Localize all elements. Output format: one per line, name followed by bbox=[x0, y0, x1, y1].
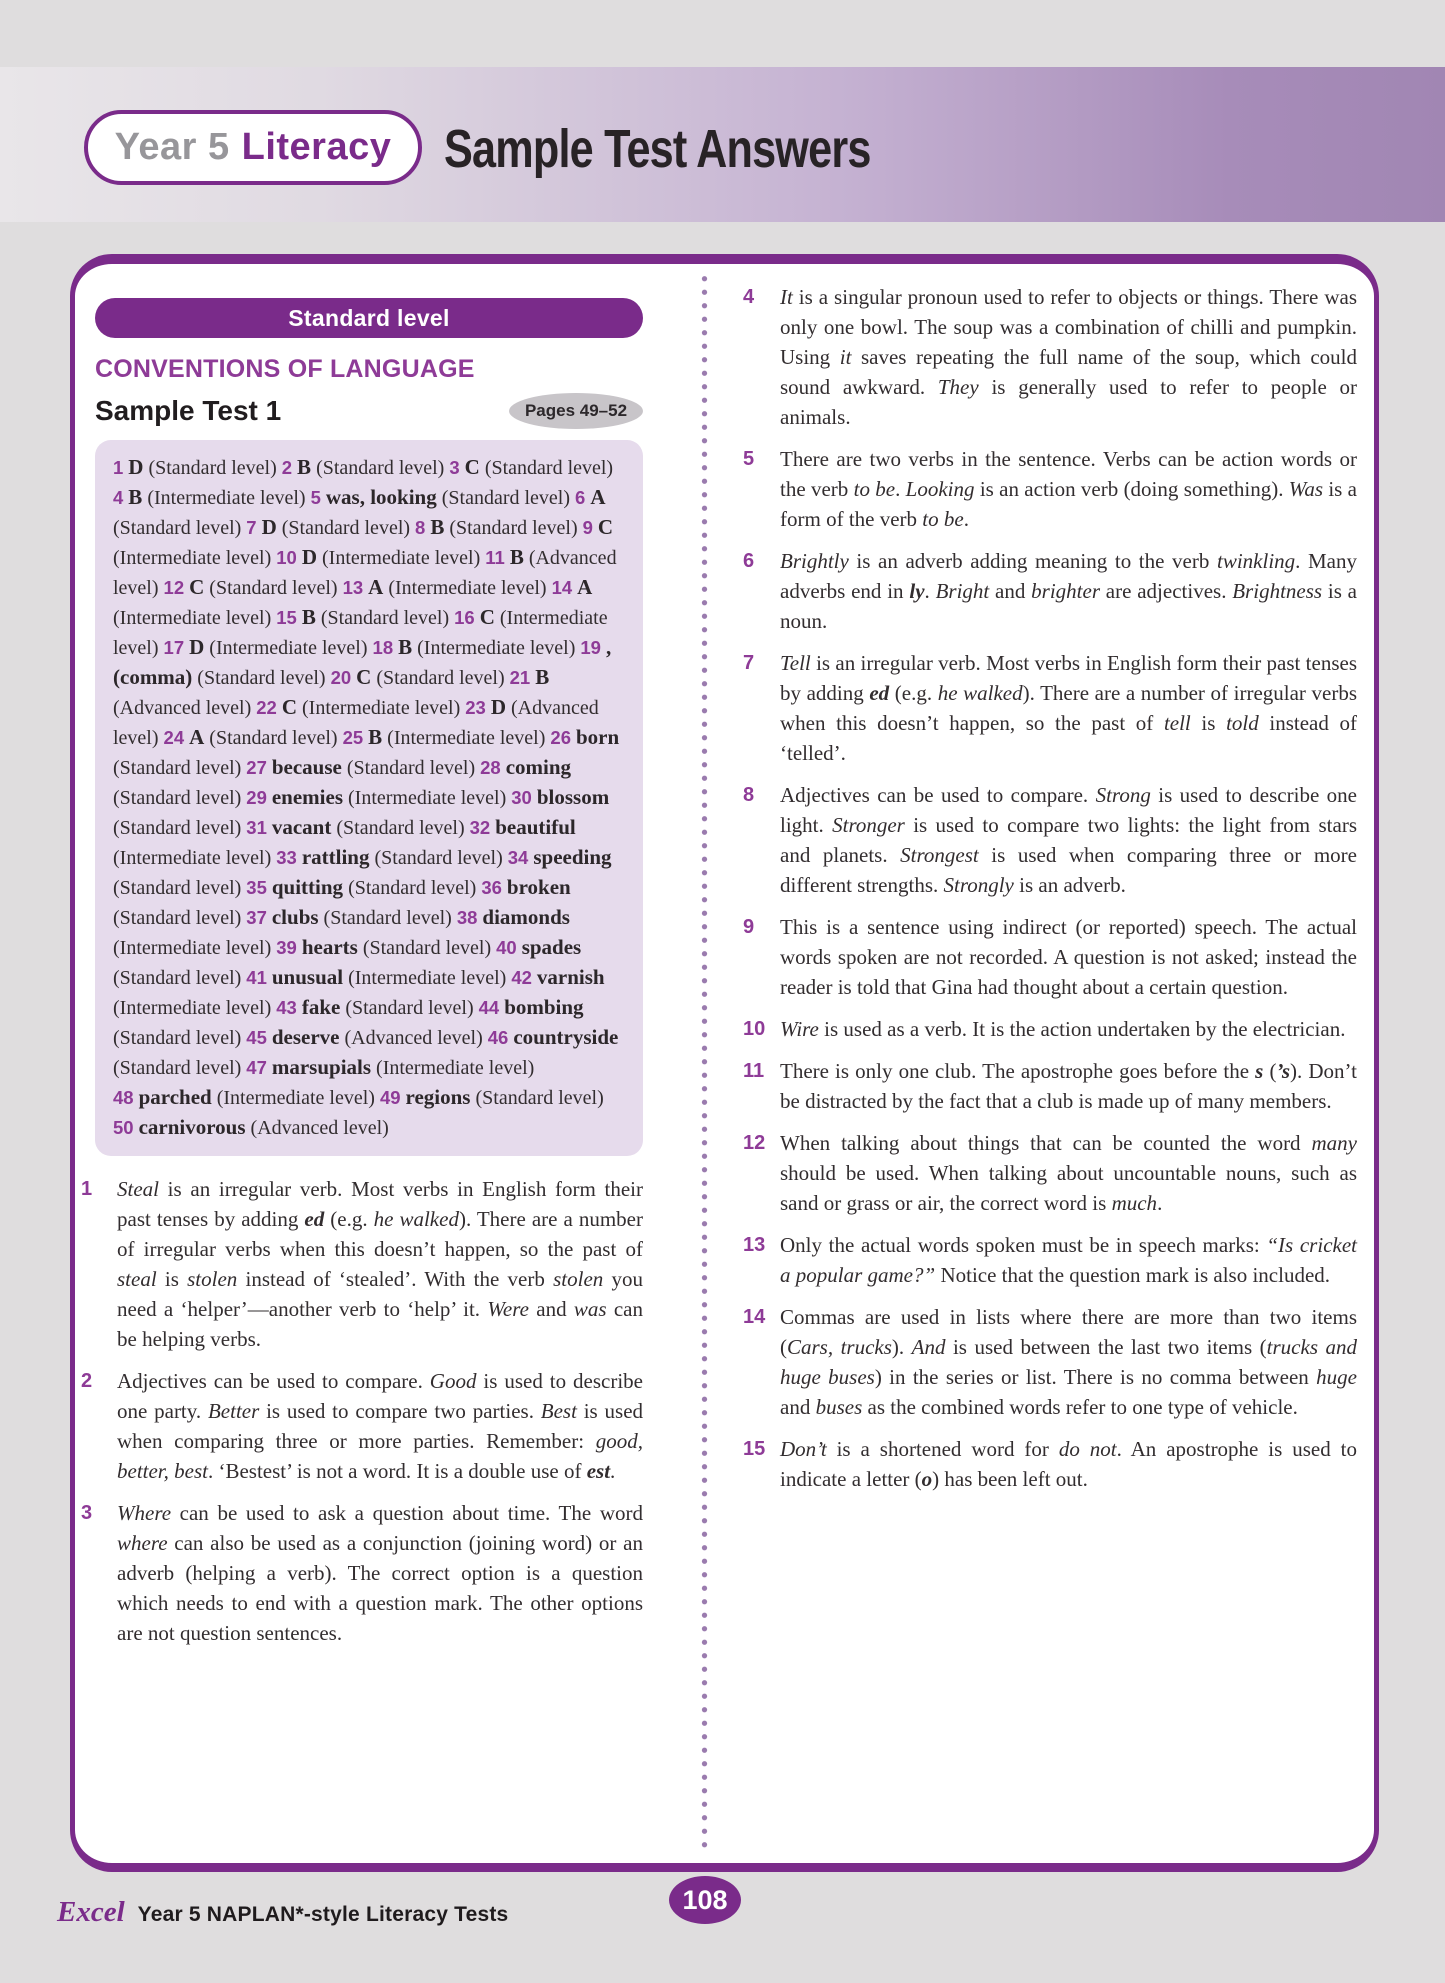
answer-level: (Intermediate level) bbox=[388, 577, 547, 599]
answer-value: B bbox=[301, 605, 316, 629]
answer-entry bbox=[246, 1057, 534, 1079]
answer-number: 27 bbox=[246, 757, 267, 778]
answer-number: 18 bbox=[372, 637, 394, 658]
answer-number: 4 bbox=[113, 487, 124, 508]
answer-value: D bbox=[490, 695, 507, 719]
explanation-text: Only the actual words spoken must be in speech marks: “Is cricket a popular game?” Notice that the question mark is also included. bbox=[780, 1233, 1357, 1287]
footer-brand: Excel bbox=[57, 1896, 125, 1928]
answer-number: 13 bbox=[342, 577, 364, 598]
series-badge-year: Year 5 bbox=[114, 126, 230, 168]
explanation-item bbox=[743, 912, 1357, 1002]
explanation-number: 4 bbox=[743, 286, 755, 308]
answer-number: 43 bbox=[276, 997, 297, 1018]
answer-entry bbox=[311, 487, 570, 509]
answer-level: (Standard level) bbox=[475, 1087, 604, 1109]
answer-value: D bbox=[189, 635, 205, 659]
answer-value: B bbox=[398, 635, 413, 659]
answer-level: (Standard level) bbox=[113, 1057, 242, 1079]
answer-value: B bbox=[368, 725, 383, 749]
answer-value: coming bbox=[505, 755, 572, 779]
answer-level: (Standard level) bbox=[113, 787, 242, 809]
answer-level: (Standard level) bbox=[484, 457, 614, 479]
answer-level: (Standard level) bbox=[336, 817, 465, 839]
answer-number: 19 bbox=[580, 637, 601, 658]
answer-key-box bbox=[95, 440, 643, 1156]
explanation-number: 5 bbox=[743, 448, 755, 470]
answer-number: 8 bbox=[415, 517, 426, 538]
answer-entry bbox=[113, 487, 306, 509]
explanation-number: 12 bbox=[743, 1132, 766, 1154]
answer-level: (Standard level) bbox=[346, 757, 476, 779]
answer-entry bbox=[276, 607, 449, 629]
content-box bbox=[70, 254, 1379, 1872]
answer-level: (Standard level) bbox=[197, 667, 326, 689]
explanation-item bbox=[743, 1302, 1357, 1422]
answer-entry bbox=[246, 757, 475, 779]
answer-value: C bbox=[597, 515, 614, 539]
answer-number: 5 bbox=[310, 487, 321, 508]
answer-number: 26 bbox=[550, 727, 571, 748]
footer-title: Year 5 NAPLAN*-style Literacy Tests bbox=[137, 1903, 509, 1926]
answer-value: countryside bbox=[513, 1025, 619, 1049]
explanation-number: 13 bbox=[743, 1234, 766, 1256]
explanation-text: Adjectives can be used to compare. Good is used to describe one party. Better is used to compare two parties. Best is used when comparing three or more parties. Remember: good, better, best. ‘Bestest’ is not a word. It is a double use of est. bbox=[117, 1369, 644, 1483]
answer-value: born bbox=[575, 725, 620, 749]
explanation-item bbox=[743, 1128, 1357, 1218]
answer-level: (Intermediate level) bbox=[376, 1057, 535, 1079]
test-title: Sample Test 1 bbox=[95, 395, 282, 426]
answer-value: B bbox=[509, 545, 524, 569]
left-column bbox=[81, 298, 644, 1648]
answer-level: (Intermediate level) bbox=[113, 997, 272, 1019]
answer-level: (Advanced level) bbox=[344, 1027, 483, 1049]
answer-entry bbox=[343, 727, 546, 749]
answer-number: 39 bbox=[276, 937, 297, 958]
answer-level: (Standard level) bbox=[113, 967, 242, 989]
answer-number: 20 bbox=[330, 667, 352, 688]
answer-level: (Standard level) bbox=[348, 877, 477, 899]
answer-level: (Standard level) bbox=[374, 847, 503, 869]
answer-number: 15 bbox=[276, 607, 297, 628]
answer-level: (Intermediate level) bbox=[216, 1087, 375, 1109]
level-banner: Standard level bbox=[95, 298, 643, 338]
explanation-item bbox=[743, 546, 1357, 636]
answer-level: (Standard level) bbox=[449, 517, 578, 539]
answer-number: 42 bbox=[511, 967, 532, 988]
explanation-text: This is a sentence using indirect (or reported) speech. The actual words spoken are not recorded. A question is not asked; instead the reader is told that Gina had thought about a certain question. bbox=[780, 915, 1357, 999]
answer-number: 7 bbox=[246, 517, 257, 538]
series-badge-subject: Literacy bbox=[241, 126, 392, 168]
answer-level: (Standard level) bbox=[441, 487, 571, 509]
answer-number: 14 bbox=[551, 577, 573, 598]
answer-entry bbox=[256, 697, 460, 719]
answer-value: D bbox=[301, 545, 317, 569]
explanation-item bbox=[81, 1498, 643, 1648]
answer-entry bbox=[113, 1087, 375, 1109]
explanation-item bbox=[743, 1230, 1357, 1290]
answer-value: deserve bbox=[271, 1025, 340, 1049]
answer-number: 32 bbox=[469, 817, 491, 838]
answer-level: (Intermediate level) bbox=[302, 697, 461, 719]
explanation-item bbox=[743, 282, 1357, 432]
answer-level: (Standard level) bbox=[113, 757, 242, 779]
answer-entry bbox=[113, 1117, 389, 1139]
explanation-text: There is only one club. The apostrophe goes before the s (’s). Don’t be distracted by the fact that a club is made up of many members. bbox=[780, 1059, 1357, 1113]
answer-number: 9 bbox=[582, 517, 593, 538]
answer-entry bbox=[246, 907, 452, 929]
answer-value: D bbox=[128, 455, 144, 479]
page-number-badge: 108 bbox=[669, 1876, 741, 1924]
answer-value: because bbox=[271, 755, 342, 779]
answer-entry bbox=[164, 727, 338, 749]
answer-value: rattling bbox=[301, 845, 370, 869]
answer-number: 36 bbox=[481, 877, 502, 898]
answer-number: 47 bbox=[246, 1057, 267, 1078]
answer-level: (Intermediate level) bbox=[113, 937, 272, 959]
explanation-text: When talking about things that can be counted the word many should be used. When talking about uncountable nouns, such as sand or grass or air, the correct word is much. bbox=[780, 1131, 1357, 1215]
explanation-text: Wire is used as a verb. It is the action undertaken by the electrician. bbox=[780, 1017, 1346, 1041]
answer-value: clubs bbox=[271, 905, 319, 929]
answer-number: 17 bbox=[163, 637, 185, 658]
answer-level: (Standard level) bbox=[345, 997, 474, 1019]
answer-number: 23 bbox=[465, 697, 486, 718]
explanation-number: 1 bbox=[81, 1178, 93, 1200]
answer-value: spades bbox=[521, 935, 582, 959]
answer-level: (Standard level) bbox=[113, 817, 242, 839]
explanation-item bbox=[743, 1056, 1357, 1116]
answer-number: 31 bbox=[246, 817, 267, 838]
answer-entry bbox=[246, 817, 464, 839]
answer-level: (Intermediate level) bbox=[322, 547, 481, 569]
answer-value: broken bbox=[506, 875, 571, 899]
explanation-text: Where can be used to ask a question about time. The word where can also be used as a conjunction (joining word) or an adverb (helping a verb). The correct option is a question which needs to end with a question mark. The other options are not question sentences. bbox=[117, 1501, 643, 1645]
answer-level: (Advanced level) bbox=[113, 697, 252, 719]
answer-number: 25 bbox=[342, 727, 364, 748]
answer-value: speeding bbox=[533, 845, 612, 869]
answer-level: (Standard level) bbox=[376, 667, 505, 689]
explanation-number: 8 bbox=[743, 784, 755, 806]
answer-value: D bbox=[261, 515, 277, 539]
series-badge bbox=[84, 110, 422, 185]
answer-value: B bbox=[128, 485, 143, 509]
answer-entry bbox=[276, 997, 473, 1019]
explanations-right bbox=[743, 282, 1357, 1494]
answer-value: C bbox=[356, 665, 372, 689]
answer-number: 41 bbox=[246, 967, 267, 988]
answer-level: (Standard level) bbox=[113, 877, 242, 899]
explanation-text: Commas are used in lists where there are more than two items (Cars, trucks). And is used between the last two items (trucks and huge buses) in the series or list. There is no comma between huge and buses as the combined words refer to one type of vehicle. bbox=[780, 1305, 1357, 1419]
explanation-text: There are two verbs in the sentence. Verbs can be action words or the verb to be. Looking is an action verb (doing something). Was is a form of the verb to be. bbox=[780, 447, 1357, 531]
answer-level: (Intermediate level) bbox=[113, 607, 608, 659]
answer-level: (Intermediate level) bbox=[147, 487, 306, 509]
explanation-item bbox=[743, 648, 1357, 768]
answer-level: (Standard level) bbox=[113, 517, 242, 539]
explanation-number: 2 bbox=[81, 1370, 93, 1392]
answer-value: A bbox=[590, 485, 606, 509]
explanation-number: 15 bbox=[743, 1438, 766, 1460]
answer-value: A bbox=[368, 575, 384, 599]
answer-level: (Intermediate level) bbox=[348, 787, 507, 809]
answer-value: hearts bbox=[301, 935, 358, 959]
explanation-item bbox=[81, 1174, 643, 1354]
explanation-item bbox=[743, 1434, 1357, 1494]
answer-value: enemies bbox=[271, 785, 344, 809]
answer-number: 1 bbox=[113, 457, 124, 478]
answer-number: 11 bbox=[485, 547, 505, 568]
answer-level: (Standard level) bbox=[113, 1027, 242, 1049]
answer-entry bbox=[246, 787, 506, 809]
answer-value: carnivorous bbox=[138, 1115, 246, 1139]
answer-level: (Standard level) bbox=[362, 937, 492, 959]
answer-value: marsupials bbox=[271, 1055, 372, 1079]
answer-value: bombing bbox=[504, 995, 584, 1019]
answer-value: blossom bbox=[536, 785, 610, 809]
answer-number: 34 bbox=[507, 847, 529, 868]
answer-number: 6 bbox=[575, 487, 586, 508]
answer-level: (Intermediate level) bbox=[417, 637, 576, 659]
answer-value: A bbox=[577, 575, 593, 599]
answer-number: 21 bbox=[509, 667, 531, 688]
explanation-item bbox=[81, 1366, 643, 1486]
answer-value: fake bbox=[301, 995, 341, 1019]
answer-level: (Standard level) bbox=[113, 907, 242, 929]
answer-entry bbox=[276, 547, 480, 569]
answer-value: parched bbox=[138, 1085, 212, 1109]
answer-number: 12 bbox=[163, 577, 185, 598]
answer-number: 29 bbox=[246, 787, 267, 808]
answer-entry bbox=[164, 577, 338, 599]
explanation-number: 6 bbox=[743, 550, 755, 572]
explanation-number: 11 bbox=[743, 1060, 765, 1082]
answer-number: 35 bbox=[246, 877, 267, 898]
answer-number: 10 bbox=[276, 547, 297, 568]
answer-entry bbox=[164, 637, 368, 659]
answer-level: (Intermediate level) bbox=[113, 547, 272, 569]
answer-entry bbox=[380, 1087, 604, 1109]
answer-entry bbox=[331, 667, 505, 689]
explanation-text: Tell is an irregular verb. Most verbs in English form their past tenses by adding ed (e.g. he walked). There are a number of irregular verbs when this doesn’t happen, so the past of tell is told instead of ‘telled’. bbox=[780, 651, 1357, 765]
answer-number: 50 bbox=[113, 1117, 134, 1138]
answer-value: B bbox=[297, 455, 312, 479]
answer-number: 22 bbox=[256, 697, 277, 718]
answer-entry bbox=[282, 457, 445, 479]
answer-entry bbox=[276, 847, 503, 869]
answer-level: (Standard level) bbox=[209, 577, 338, 599]
answer-level: (Standard level) bbox=[209, 727, 338, 749]
answer-entry bbox=[246, 517, 410, 539]
section-heading: CONVENTIONS OF LANGUAGE bbox=[95, 355, 475, 383]
answer-entry bbox=[246, 877, 476, 899]
explanation-text: Adjectives can be used to compare. Strong is used to describe one light. Stronger is used to compare two lights: the light from stars and planets. Strongest is used when comparing three or more different strengths. Strongly is an adverb. bbox=[780, 783, 1357, 897]
explanation-number: 7 bbox=[743, 652, 755, 674]
answer-value: varnish bbox=[536, 965, 605, 989]
explanation-number: 9 bbox=[743, 916, 755, 938]
answer-value: quitting bbox=[271, 875, 344, 899]
answer-value: was, looking bbox=[325, 485, 437, 509]
footer bbox=[57, 1896, 508, 1929]
answer-level: (Intermediate level) bbox=[209, 637, 368, 659]
answer-level: (Standard level) bbox=[316, 457, 445, 479]
answer-value: C bbox=[281, 695, 298, 719]
answer-value: diamonds bbox=[482, 905, 570, 929]
answer-number: 24 bbox=[163, 727, 185, 748]
answer-entry bbox=[449, 457, 613, 479]
answer-number: 33 bbox=[276, 847, 297, 868]
answer-number: 40 bbox=[496, 937, 517, 958]
answer-entry bbox=[343, 577, 547, 599]
answer-value: vacant bbox=[271, 815, 332, 839]
answer-value: regions bbox=[405, 1085, 471, 1109]
answer-number: 44 bbox=[478, 997, 500, 1018]
answer-value: B bbox=[430, 515, 445, 539]
explanation-item bbox=[743, 780, 1357, 900]
answer-number: 45 bbox=[246, 1027, 267, 1048]
answer-number: 30 bbox=[511, 787, 532, 808]
answer-entry bbox=[276, 937, 491, 959]
answer-entry bbox=[113, 457, 277, 479]
explanation-text: Don’t is a shortened word for do not. An apostrophe is used to indicate a letter (o) has been left out. bbox=[780, 1437, 1357, 1491]
answer-value: C bbox=[189, 575, 205, 599]
answer-number: 37 bbox=[246, 907, 267, 928]
explanation-item bbox=[743, 444, 1357, 534]
answer-number: 3 bbox=[449, 457, 460, 478]
pages-badge: Pages 49–52 bbox=[509, 393, 643, 429]
answer-number: 16 bbox=[454, 607, 475, 628]
answer-entry bbox=[415, 517, 578, 539]
answer-level: (Standard level) bbox=[323, 907, 452, 929]
answer-value: B bbox=[535, 665, 550, 689]
explanation-number: 3 bbox=[81, 1502, 93, 1524]
answer-value: A bbox=[189, 725, 205, 749]
test-title-row bbox=[95, 393, 643, 429]
page-title: Sample Test Answers bbox=[444, 119, 871, 179]
answer-number: 49 bbox=[379, 1087, 401, 1108]
answer-entry bbox=[246, 1027, 482, 1049]
answer-number: 48 bbox=[113, 1087, 134, 1108]
column-divider bbox=[701, 272, 708, 1851]
answer-level: (Intermediate level) bbox=[113, 847, 272, 869]
answer-level: (Intermediate level) bbox=[348, 967, 507, 989]
answer-level: (Intermediate level) bbox=[387, 727, 546, 749]
answer-value: , (comma) bbox=[113, 635, 612, 689]
answer-number: 2 bbox=[281, 457, 293, 478]
explanation-item bbox=[743, 1014, 1357, 1044]
answer-level: (Standard level) bbox=[281, 517, 411, 539]
answer-entry bbox=[246, 967, 506, 989]
answer-value: C bbox=[464, 455, 480, 479]
answer-level: (Standard level) bbox=[148, 457, 277, 479]
answer-value: C bbox=[479, 605, 495, 629]
answer-level: (Advanced level) bbox=[113, 547, 617, 599]
answer-number: 28 bbox=[480, 757, 501, 778]
answer-level: (Intermediate level) bbox=[113, 607, 272, 629]
answer-level: (Advanced level) bbox=[250, 1117, 389, 1139]
explanations-left bbox=[81, 1174, 643, 1648]
explanation-text: Steal is an irregular verb. Most verbs in English form their past tenses by adding ed (e.g. he walked). There are a number of irregular verbs when this doesn’t happen, so the past of steal is stolen instead of ‘stealed’. With the verb stolen you need a ‘helper’—another verb to ‘help’ it. Were and was can be helping verbs. bbox=[117, 1177, 644, 1351]
explanation-number: 14 bbox=[743, 1306, 766, 1328]
answer-level: (Standard level) bbox=[320, 607, 450, 629]
answer-number: 46 bbox=[487, 1027, 509, 1048]
answer-value: beautiful bbox=[495, 815, 576, 839]
answer-value: unusual bbox=[271, 965, 344, 989]
answer-level: (Advanced level) bbox=[113, 697, 599, 749]
answer-entry bbox=[373, 637, 576, 659]
explanation-text: It is a singular pronoun used to refer to objects or things. There was only one bowl. The soup was a combination of chilli and pumpkin. Using it saves repeating the full name of the soup, which could sound awkward. They is generally used to refer to people or animals. bbox=[780, 285, 1357, 429]
answer-number: 38 bbox=[456, 907, 478, 928]
explanation-text: Brightly is an adverb adding meaning to the verb twinkling. Many adverbs end in ly. Bright and brighter are adjectives. Brightness is a noun. bbox=[780, 549, 1358, 633]
explanation-number: 10 bbox=[743, 1018, 766, 1040]
